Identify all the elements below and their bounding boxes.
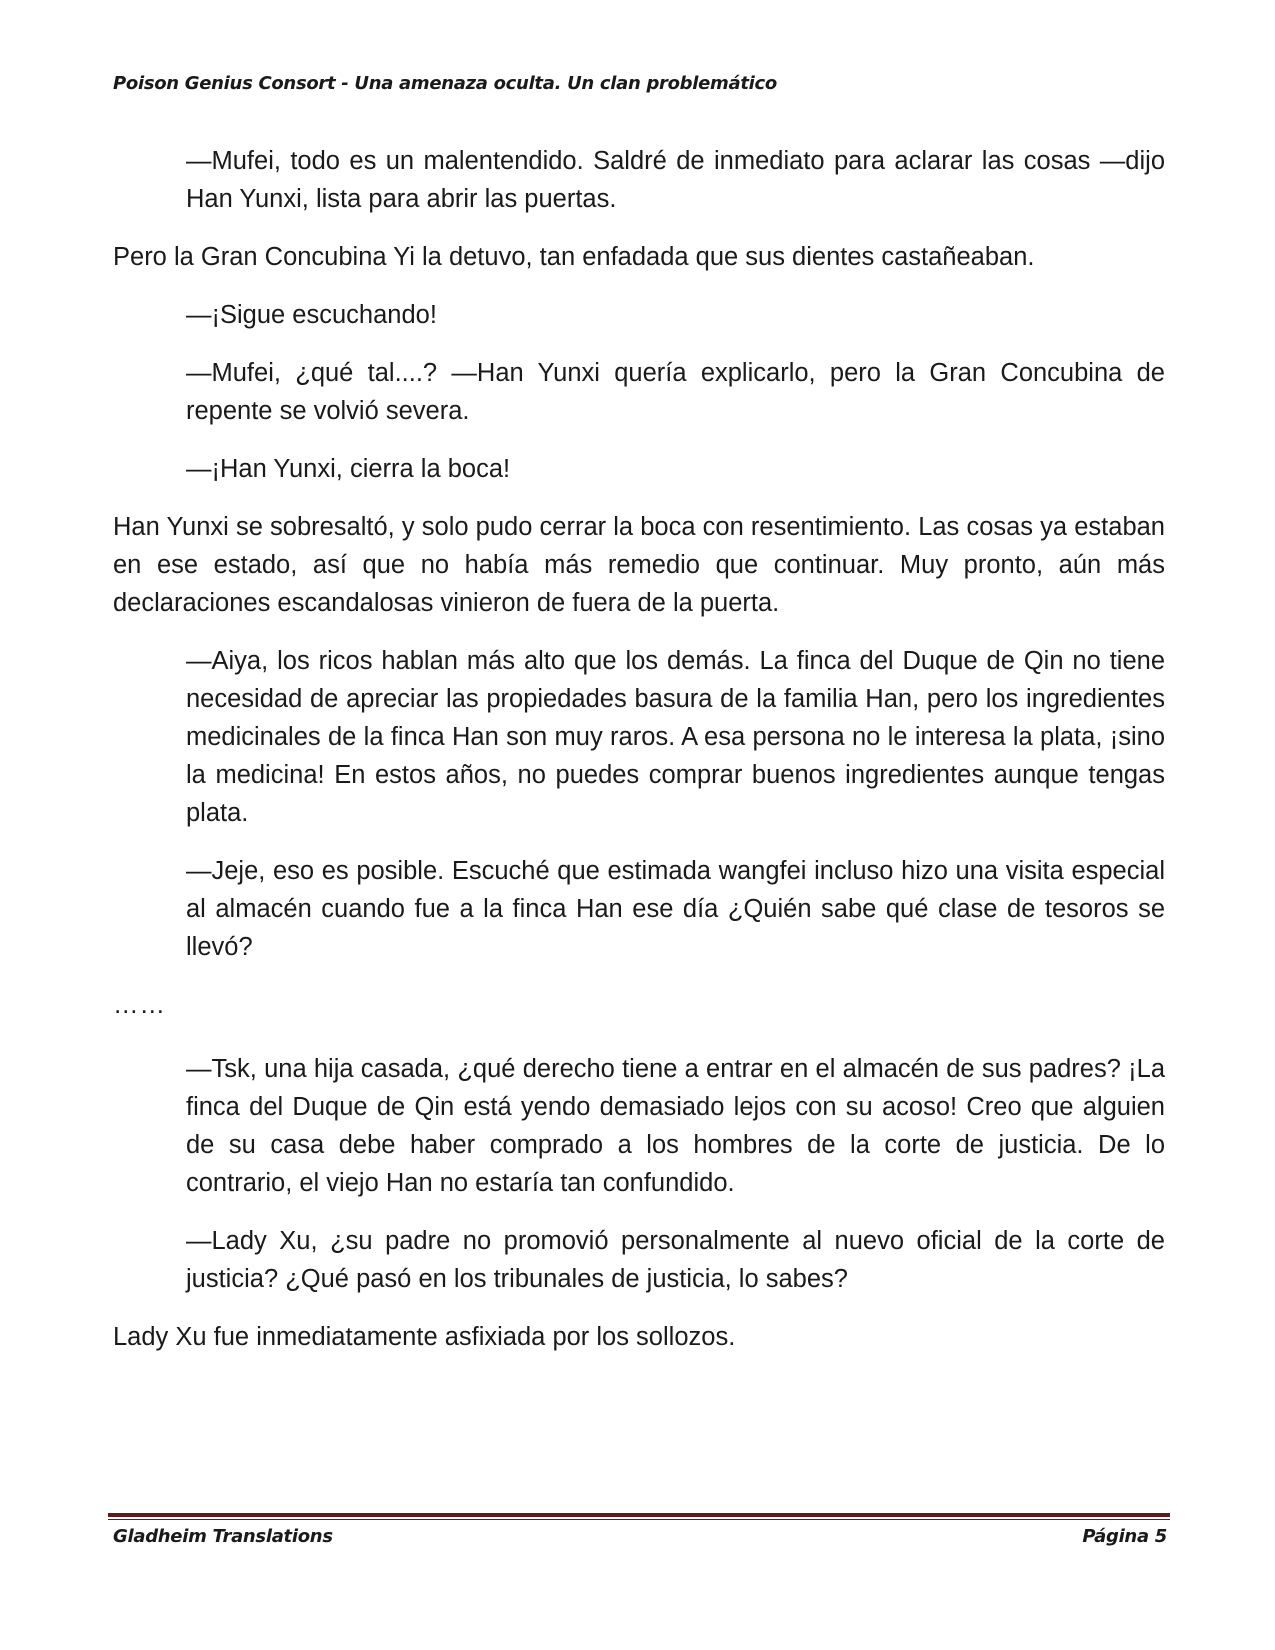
paragraph: —Mufei, todo es un malentendido. Saldré de inmediato para aclarar las cosas —dijo Han Yunxi, lista para abrir las puertas. [186,147,1165,213]
paragraph: Pero la Gran Concubina Yi la detuvo, tan enfadada que sus dientes castañeaban. [113,243,1035,271]
page-header-title: Poison Genius Consort - Una amenaza oculta. Un clan problemático [113,73,777,94]
paragraph: —Tsk, una hija casada, ¿qué derecho tiene a entrar en el almacén de sus padres? ¡La finca del Duque de Qin está yendo demasiado lejos con su acoso! Creo que alguien de su casa debe haber comprado a los hombres de la corte de justicia. De lo contrario, el viejo Han no estaría tan confundido. [186,1055,1165,1197]
footer-publisher: Gladheim Translations [113,1526,333,1547]
scene-break-ellipsis: …… [113,991,166,1019]
paragraph: —Lady Xu, ¿su padre no promovió personalmente al nuevo oficial de la corte de justicia? ¿Qué pasó en los tribunales de justicia, lo sabes? [186,1227,1165,1293]
paragraph: —Mufei, ¿qué tal....? —Han Yunxi quería explicarlo, pero la Gran Concubina de repente se volvió severa. [186,359,1165,425]
paragraph: —¡Sigue escuchando! [186,301,437,329]
footer-divider-thick-line [108,1513,1170,1517]
paragraph: —Jeje, eso es posible. Escuché que estimada wangfei incluso hizo una visita especial al almacén cuando fue a la finca Han ese día ¿Quién sabe qué clase de tesoros se llevó? [186,857,1165,961]
paragraph: Han Yunxi se sobresaltó, y solo pudo cerrar la boca con resentimiento. Las cosas ya estaban en ese estado, así que no había más remedio que continuar. Muy pronto, aún más declaraciones escandalosas vinieron de fuera de la puerta. [113,513,1165,617]
footer-divider-thin-line [108,1519,1170,1520]
paragraph: —¡Han Yunxi, cierra la boca! [186,455,511,483]
paragraph: Lady Xu fue inmediatamente asfixiada por los sollozos. [113,1323,736,1351]
paragraph: —Aiya, los ricos hablan más alto que los demás. La finca del Duque de Qin no tiene necesidad de apreciar las propiedades basura de la familia Han, pero los ingredientes medicinales de la finca Han son muy raros. A esa persona no le interesa la plata, ¡sino la medicina! En estos años, no puedes comprar buenos ingredientes aunque tengas plata. [186,647,1165,827]
document-body [113,142,1165,1376]
footer-page-number: Página 5 [1082,1526,1167,1547]
